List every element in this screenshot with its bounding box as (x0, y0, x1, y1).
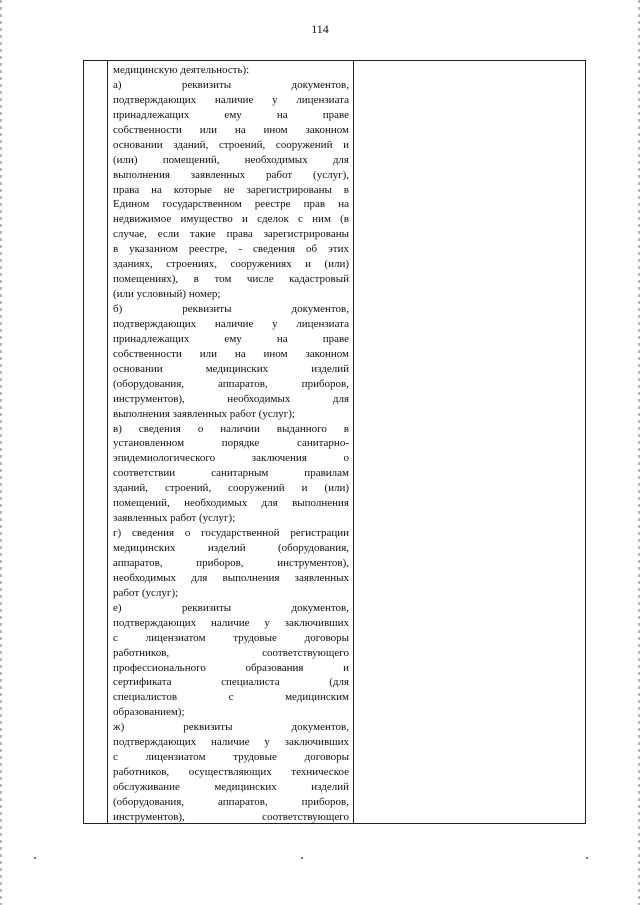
text-line: профессионального образования и (113, 661, 349, 674)
text-line: основании медицинских изделий (113, 362, 349, 375)
text-line: зданиях, строениях, сооружениях и (или) (113, 258, 349, 271)
text-line: с лицензиатом трудовые договоры (113, 751, 349, 764)
text-line: подтверждающих наличие у заключивших (113, 616, 349, 629)
text-line: собственности или на ином законном (113, 123, 349, 136)
text-line: недвижимое имущество и сделок с ним (в (113, 213, 349, 226)
text-line: аппаратов, приборов, инструментов), (113, 556, 349, 569)
document-table (83, 60, 586, 824)
text-line: (или) помещений, необходимых для (113, 153, 349, 166)
text-line: медицинских изделий (оборудования, (113, 542, 349, 554)
text-line: с лицензиатом трудовые договоры (113, 631, 349, 644)
text-line: работников, соответствующего (113, 646, 349, 659)
text-line: помещениях), в том числе кадастровый (113, 273, 349, 286)
text-line: эпидемиологического заключения о (113, 452, 349, 465)
text-line: подтверждающих наличие у лицензиата (113, 93, 349, 106)
text-line: подтверждающих наличие у лицензиата (113, 317, 349, 330)
scan-speck (301, 857, 303, 859)
text-line: принадлежащих ему на праве (113, 108, 349, 121)
text-line: соответствии санитарным правилам (113, 467, 349, 480)
text-line: основании зданий, строений, сооружений и (113, 138, 349, 151)
text-line: работников, осуществляющих техническое (113, 766, 349, 779)
text-line: специалистов с медицинским (113, 691, 349, 704)
text-line: сертификата специалиста (для (113, 676, 349, 689)
text-line: медицинскую деятельность): (113, 64, 250, 76)
text-line: собственности или на ином законном (113, 347, 349, 360)
text-line: обслуживание медицинских изделий (113, 781, 349, 793)
table-column-divider (107, 61, 108, 823)
text-line: е) реквизиты документов, (113, 601, 349, 614)
text-line: г) сведения о государственной регистрации (113, 527, 349, 540)
text-line: права на которые не зарегистрированы в (113, 183, 349, 196)
text-line: установленном порядке санитарно- (113, 437, 349, 450)
text-line: подтверждающих наличие у заключивших (113, 736, 349, 749)
text-line: принадлежащих ему на праве (113, 332, 349, 345)
text-line: работ (услуг); (113, 586, 179, 599)
text-line: (или условный) номер; (113, 288, 221, 301)
text-line: а) реквизиты документов, (113, 78, 349, 91)
text-line: (оборудования, аппаратов, приборов, (113, 377, 349, 390)
table-text-cell (113, 63, 349, 825)
text-line: (оборудования, аппаратов, приборов, (113, 795, 349, 808)
text-line: случае, если такие права зарегистрированы (113, 228, 349, 241)
text-line: б) реквизиты документов, (113, 303, 349, 315)
scan-speck (586, 857, 588, 859)
text-line: инструментов), необходимых для (113, 392, 349, 405)
scan-edge-left (0, 0, 2, 905)
text-line: заявленных работ (услуг); (113, 512, 236, 525)
table-column-divider (353, 61, 354, 823)
text-line: в указанном реестре, - сведения об этих (113, 243, 349, 256)
scan-speck (34, 857, 36, 859)
text-line: Едином государственном реестре прав на (113, 198, 349, 211)
text-line: помещений, необходимых для выполнения (113, 497, 349, 510)
text-line: ж) реквизиты документов, (113, 721, 349, 734)
text-line: инструментов), соответствующего (113, 810, 349, 823)
text-line: необходимых для выполнения заявленных (113, 571, 349, 584)
text-line: зданий, строений, сооружений и (или) (113, 482, 349, 495)
text-line: выполнения заявленных работ (услуг); (113, 407, 295, 420)
text-line: в) сведения о наличии выданного в (113, 422, 349, 435)
text-line: образованием); (113, 706, 185, 719)
page-number: 114 (311, 22, 329, 36)
text-line: выполнения заявленных работ (услуг), (113, 168, 349, 181)
